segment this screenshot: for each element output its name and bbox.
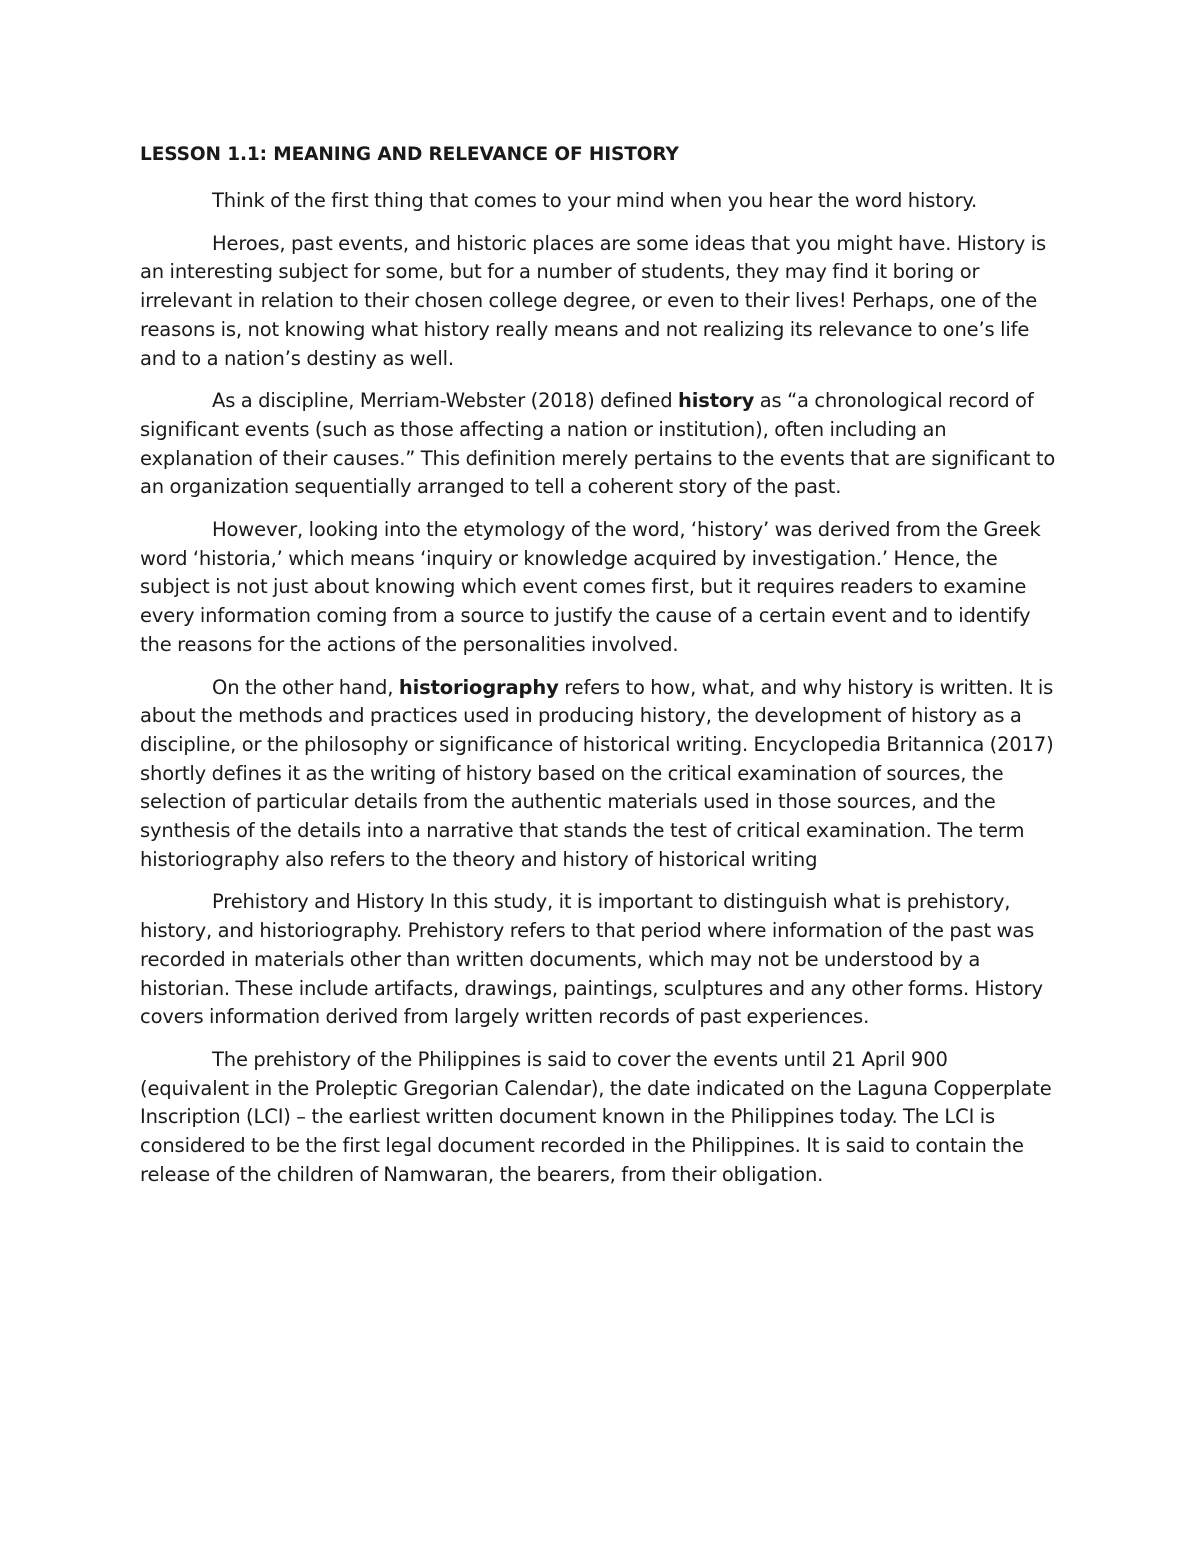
paragraph-philippines: The prehistory of the Philippines is said to cover the events until 21 April 900 (equivalent in the Proleptic Gregorian Calendar), the date indicated on the Laguna Copperplate Inscription (LCI) – the earliest written document known in the Philippines today. The LCI is considered to be the first legal document recorded in the Philippines. It is said to contain the release of the children of Namwaran, the bearers, from their obligation. <box>140 1047 1052 1186</box>
paragraph-etymology: However, looking into the etymology of the word, ‘history’ was derived from the Greek word ‘historia,’ which means ‘inquiry or knowledge acquired by investigation.’ Hence, the subject is not just about knowing which event comes first, but it requires readers to examine every information coming from a source to justify the cause of a certain event and to identify the reasons for the actions of the personalities involved. <box>140 518 1041 656</box>
historiography-text-after: refers to how, what, and why history is written. It is about the methods and practices used in producing history, the development of history as a discipline, or the philosophy or significance of historical writing. Encyclopedia Britannica (2017) shortly defines it as the writing of history based on the critical examination of sources, the selection of particular details from the authentic materials used in those sources, and the synthesis of the details into a narrative that stands the test of critical examination. The term historiography also refers to the theory and history of historical writing <box>140 675 1054 871</box>
lesson-title: LESSON 1.1: MEANING AND RELEVANCE OF HISTORY <box>140 144 679 165</box>
historiography-text-before: On the other hand, <box>212 675 399 699</box>
term-historiography: historiography <box>398 675 559 699</box>
document-page <box>140 141 1062 1204</box>
definition-text-after: as “a chronological record of significant events (such as those affecting a nation or institution), often including an explanation of their causes.” This definition merely pertains to the events that are significant to an organization sequentially arranged to tell a coherent story of the past. <box>140 389 1056 499</box>
paragraph-prehistory: Prehistory and History In this study, it is important to distinguish what is prehistory, history, and historiography. Prehistory refers to that period where information of the past was recorded in materials other than written documents, which may not be understood by a historian. These include artifacts, drawings, paintings, sculptures and any other forms. History covers information derived from largely written records of past experiences. <box>140 890 1043 1029</box>
definition-text-before: As a discipline, Merriam-Webster (2018) defined <box>212 389 678 413</box>
term-history: history <box>678 389 755 413</box>
paragraph-heroes: Heroes, past events, and historic places are some ideas that you might have. History is an interesting subject for some, but for a number of students, they may find it boring or irrelevant in relation to their chosen college degree, or even to their lives! Perhaps, one of the reasons is, not knowing what history really means and not realizing its relevance to one’s life and to a nation’s destiny as well. <box>140 231 1047 370</box>
paragraph-historiography <box>140 674 1062 875</box>
paragraph-definition <box>140 387 1062 502</box>
paragraph-intro: Think of the first thing that comes to your mind when you hear the word history. <box>212 189 978 212</box>
